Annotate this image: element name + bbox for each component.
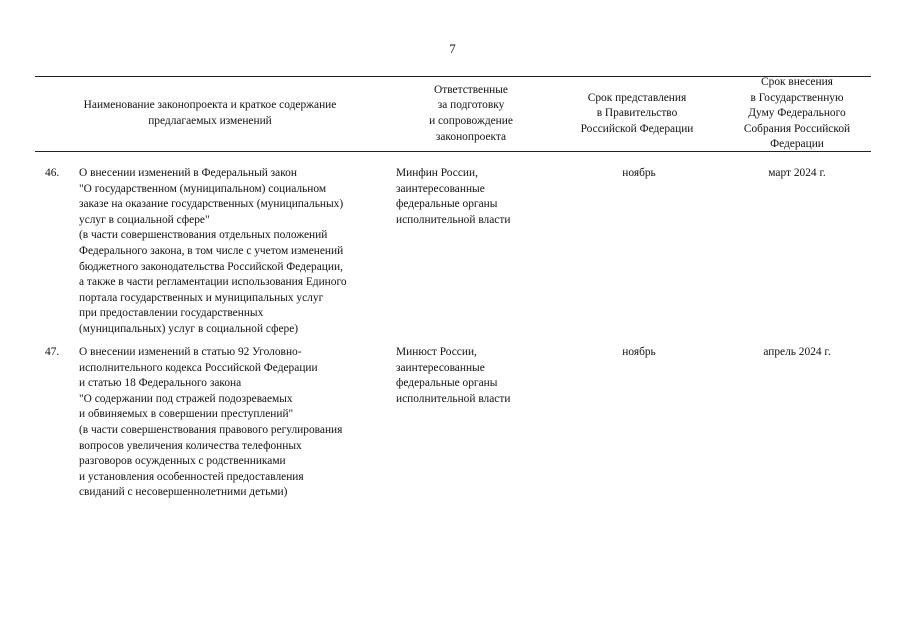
bill-title: О внесении изменений в статью 92 Уголовно- исполнительного кодекса Российской Федерации и статью 18 Федерального закона "О содержании под стражей подозреваемых и обвиняемых в совершении преступлений" (в части совершенствования правового регулирования вопросов увеличения количества телефонных разговоров осужденных с родственниками и установления особенностей предоставления свиданий с несовершеннолетними детьми) — [79, 346, 343, 499]
bill-title: О внесении изменений в Федеральный закон "О государственном (муниципальном) социальном заказе на оказание государственных (муниципальных) услуг в социальной сфере" (в части совершенствования отдельных положений Федерального закона, в том числе с учетом изменений бюджетного законодательства Российской Федерации, а также в части регламентации использования Единого портала государственных и муниципальных услуг при предоставлении государственных (муниципальных) услуг в социальной сфере) — [79, 167, 347, 335]
government-deadline: ноябрь — [622, 346, 656, 358]
header-bill-name-text: Наименование законопроекта и краткое содержание предлагаемых изменений — [83, 99, 337, 127]
row-number: 47. — [45, 346, 60, 358]
header-government-deadline-text: Срок представления в Правительство Российской Федерации — [580, 91, 694, 135]
duma-deadline: март 2024 г. — [768, 167, 826, 179]
page-number: 7 — [449, 41, 456, 56]
header-government-deadline — [553, 77, 721, 151]
header-duma-deadline — [722, 77, 872, 151]
government-deadline: ноябрь — [622, 167, 656, 179]
table-header-bottom-rule — [35, 151, 871, 152]
header-bill-name — [35, 77, 385, 151]
responsible-agencies: Минфин России, заинтересованные федеральные органы исполнительной власти — [396, 167, 511, 226]
responsible-agencies: Минюст России, заинтересованные федеральные органы исполнительной власти — [396, 346, 511, 405]
header-duma-deadline-text: Срок внесения в Государственную Думу Федерального Собрания Российской Федерации — [743, 76, 851, 151]
row-number: 46. — [45, 167, 60, 179]
duma-deadline: апрель 2024 г. — [763, 346, 831, 358]
header-responsible — [395, 77, 547, 151]
header-responsible-text: Ответственные за подготовку и сопровождение законопроекта — [429, 83, 513, 143]
